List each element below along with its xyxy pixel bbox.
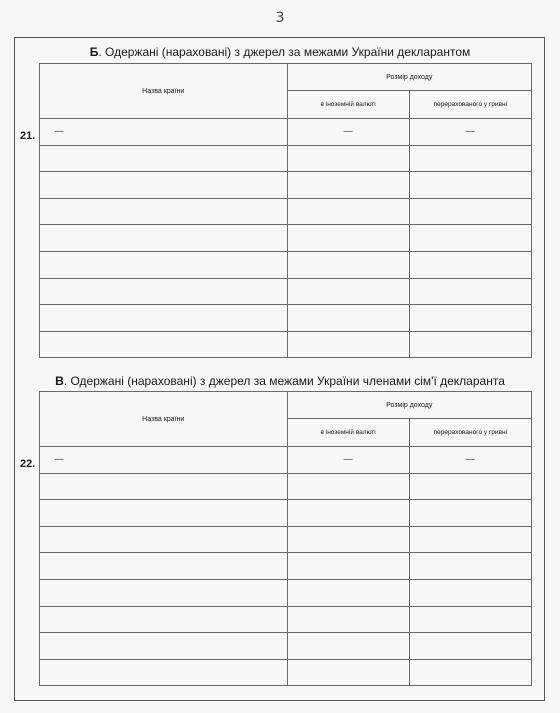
table-row [40,251,532,278]
cell-foreign-currency[interactable] [287,225,409,252]
section-v-title [0,374,560,388]
header-income-size: Розмір доходу [287,392,532,419]
table-row [40,305,532,332]
table-row [40,579,532,606]
cell-country[interactable] [40,579,288,606]
cell-foreign-currency[interactable] [287,473,409,500]
cell-country[interactable] [40,606,288,633]
table-row [40,331,532,358]
cell-country[interactable] [40,331,288,358]
cell-converted-uah[interactable] [409,278,531,305]
cell-converted-uah[interactable] [409,500,531,527]
cell-converted-uah[interactable] [409,633,531,660]
section-v-table [39,391,532,686]
table-row [40,145,532,172]
entry-country: — [54,125,64,137]
header-foreign-currency: в іноземній валюті [287,419,409,447]
cell-converted-uah[interactable] [409,659,531,686]
table-row [40,198,532,225]
cell-country[interactable] [40,172,288,199]
cell-foreign-currency[interactable] [287,500,409,527]
table-row [40,659,532,686]
cell-country[interactable] [40,447,288,474]
entry-converted-uah: — [465,453,476,465]
section-b-table [39,63,532,358]
cell-country[interactable] [40,119,288,146]
cell-foreign-currency[interactable] [287,633,409,660]
cell-foreign-currency[interactable] [287,553,409,580]
entry-foreign-currency: — [343,453,354,465]
cell-converted-uah[interactable] [409,579,531,606]
table-row [40,553,532,580]
cell-foreign-currency[interactable] [287,579,409,606]
table-row [40,119,532,146]
header-converted-uah: перерахованого у гривні [409,91,531,119]
cell-converted-uah[interactable] [409,606,531,633]
table-row [40,606,532,633]
cell-country[interactable] [40,633,288,660]
table-row [40,172,532,199]
entry-country: — [54,453,64,465]
cell-converted-uah[interactable] [409,526,531,553]
table-row [40,447,532,474]
cell-converted-uah[interactable] [409,251,531,278]
section-b-title [0,45,560,59]
cell-converted-uah[interactable] [409,172,531,199]
section-v-letter: В [55,374,64,388]
cell-foreign-currency[interactable] [287,659,409,686]
entry-foreign-currency: — [343,125,354,137]
cell-country[interactable] [40,659,288,686]
header-income-size: Розмір доходу [287,64,532,91]
cell-foreign-currency[interactable] [287,331,409,358]
cell-country[interactable] [40,473,288,500]
cell-converted-uah[interactable] [409,473,531,500]
section-b-letter: Б [89,45,99,59]
table-row [40,473,532,500]
cell-country[interactable] [40,145,288,172]
header-converted-uah: перерахованого у гривні [409,419,531,447]
cell-converted-uah[interactable] [409,305,531,332]
cell-country[interactable] [40,305,288,332]
cell-foreign-currency[interactable] [287,526,409,553]
row-number-22: 22. [20,458,36,470]
cell-country[interactable] [40,225,288,252]
cell-converted-uah[interactable] [409,447,531,474]
cell-converted-uah[interactable] [409,198,531,225]
cell-country[interactable] [40,500,288,527]
table-row [40,278,532,305]
header-foreign-currency: в іноземній валюті [287,91,409,119]
cell-foreign-currency[interactable] [287,145,409,172]
header-country: Назва країни [40,64,288,119]
row-number-21: 21. [20,130,36,142]
cell-foreign-currency[interactable] [287,305,409,332]
cell-country[interactable] [40,553,288,580]
cell-country[interactable] [40,526,288,553]
cell-foreign-currency[interactable] [287,447,409,474]
cell-country[interactable] [40,251,288,278]
cell-foreign-currency[interactable] [287,278,409,305]
table-row [40,500,532,527]
page-number: 3 [275,10,285,26]
header-country: Назва країни [40,392,288,447]
cell-foreign-currency[interactable] [287,172,409,199]
cell-country[interactable] [40,278,288,305]
cell-converted-uah[interactable] [409,331,531,358]
cell-converted-uah[interactable] [409,225,531,252]
table-row [40,526,532,553]
cell-converted-uah[interactable] [409,145,531,172]
cell-foreign-currency[interactable] [287,606,409,633]
table-row [40,633,532,660]
entry-converted-uah: — [465,125,476,137]
cell-converted-uah[interactable] [409,119,531,146]
cell-foreign-currency[interactable] [287,251,409,278]
cell-foreign-currency[interactable] [287,198,409,225]
section-v-title-text: . Одержані (нараховані) з джерел за межами України членами сім'ї декларанта [63,374,505,388]
cell-foreign-currency[interactable] [287,119,409,146]
section-b-title-text: . Одержані (нараховані) з джерел за межами України декларантом [98,45,471,59]
table-row [40,225,532,252]
cell-country[interactable] [40,198,288,225]
cell-converted-uah[interactable] [409,553,531,580]
